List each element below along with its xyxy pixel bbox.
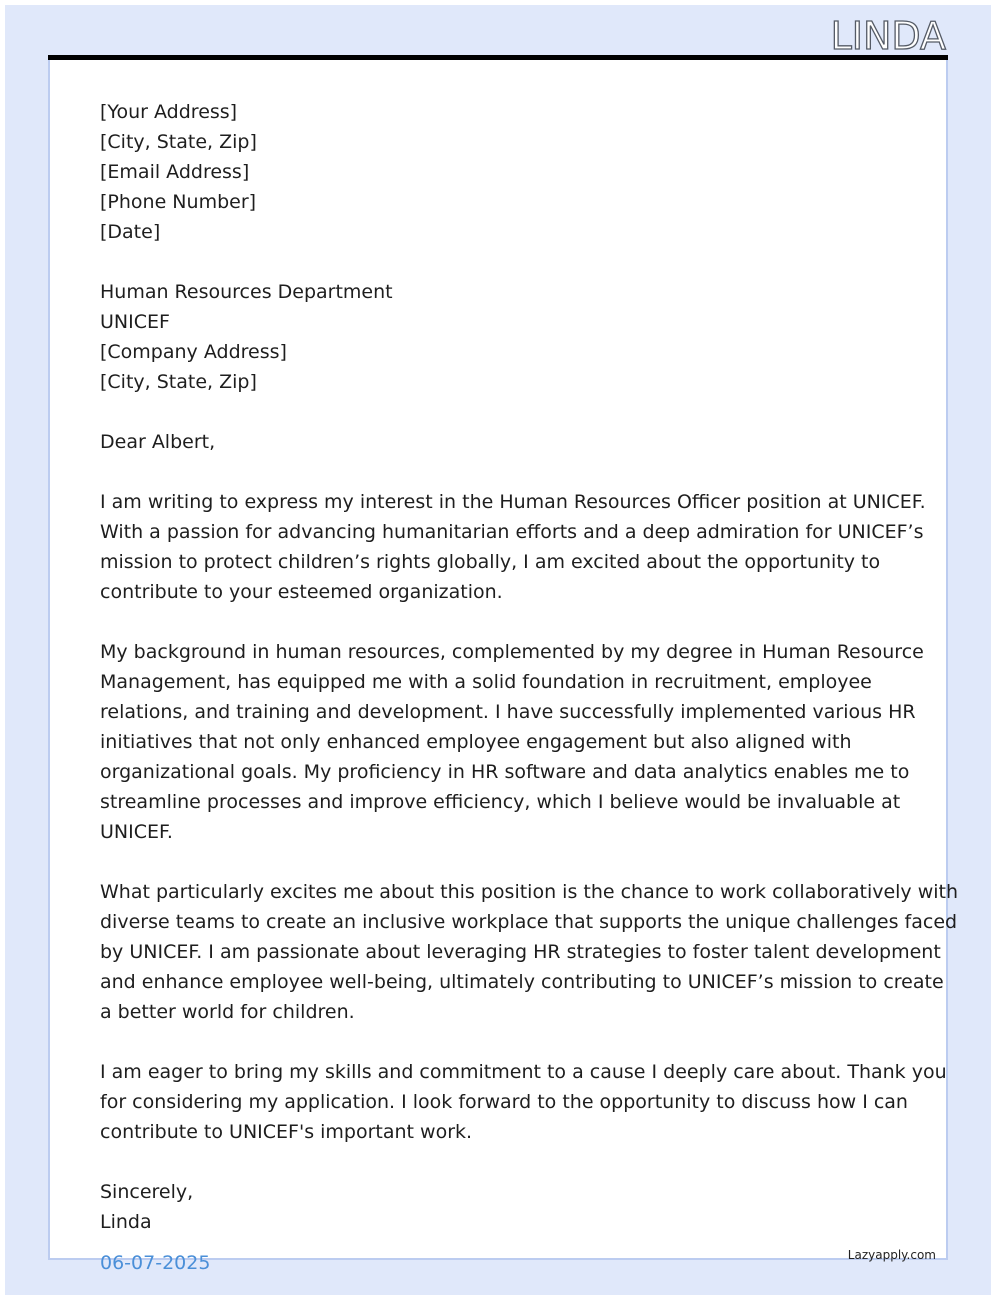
paragraph-line: Management, has equipped me with a solid foundation in recruitment, employee (100, 671, 872, 693)
valediction: Sincerely, (100, 1181, 194, 1203)
paragraph-line: UNICEF. (100, 821, 173, 843)
footer-brand: Lazyapply.com (847, 1248, 936, 1262)
recipient-block (100, 277, 900, 397)
footer-date: 06-07-2025 (100, 1252, 211, 1274)
paragraph-line: contribute to UNICEF's important work. (100, 1121, 473, 1143)
sender-phone: [Phone Number] (100, 191, 257, 213)
paragraph-line: by UNICEF. I am passionate about leveraging HR strategies to foster talent development (100, 941, 941, 963)
paragraph-line: contribute to your esteemed organization. (100, 581, 503, 603)
paragraph-line: and enhance employee well-being, ultimately contributing to UNICEF’s mission to create (100, 971, 944, 993)
header-name-logo: LINDA (830, 14, 946, 58)
paragraph-line: initiatives that not only enhanced employee engagement but also aligned with (100, 731, 852, 753)
sender-block (100, 97, 900, 247)
paragraph-2 (100, 637, 924, 847)
paragraph-line: diverse teams to create an inclusive workplace that supports the unique challenges faced (100, 911, 958, 933)
paragraph-line: I am eager to bring my skills and commitment to a cause I deeply care about. Thank you (100, 1061, 947, 1083)
paragraph-line: My background in human resources, complemented by my degree in Human Resource (100, 641, 924, 663)
cover-letter-body (100, 97, 959, 1237)
signature-name: Linda (100, 1211, 152, 1233)
sender-address: [Your Address] (100, 101, 238, 123)
paragraph-line: organizational goals. My proficiency in HR software and data analytics enables me to (100, 761, 910, 783)
recipient-company: UNICEF (100, 311, 170, 333)
paragraph-line: With a passion for advancing humanitarian efforts and a deep admiration for UNICEF’s (100, 521, 924, 543)
sender-city-state-zip: [City, State, Zip] (100, 131, 257, 153)
paragraph-line: What particularly excites me about this position is the chance to work collaboratively with (100, 881, 959, 903)
paragraph-line: mission to protect children’s rights globally, I am excited about the opportunity to (100, 551, 881, 573)
recipient-address: [Company Address] (100, 341, 287, 363)
paragraph-1 (100, 487, 926, 607)
paragraph-line: streamline processes and improve efficiency, which I believe would be invaluable at (100, 791, 901, 813)
paragraph-line: I am writing to express my interest in the Human Resources Officer position at UNICEF. (100, 491, 926, 513)
paragraph-line: for considering my application. I look forward to the opportunity to discuss how I can (100, 1091, 908, 1113)
header-rule (48, 55, 948, 60)
closing-block (100, 1177, 900, 1237)
paragraph-4 (100, 1057, 947, 1147)
paragraph-line: a better world for children. (100, 1001, 355, 1023)
sender-date: [Date] (100, 221, 161, 243)
sender-email: [Email Address] (100, 161, 250, 183)
recipient-department: Human Resources Department (100, 281, 393, 303)
salutation: Dear Albert, (100, 431, 216, 453)
paragraph-line: relations, and training and development. I have successfully implemented various HR (100, 701, 916, 723)
paragraph-3 (100, 877, 959, 1027)
recipient-city-state-zip: [City, State, Zip] (100, 371, 257, 393)
